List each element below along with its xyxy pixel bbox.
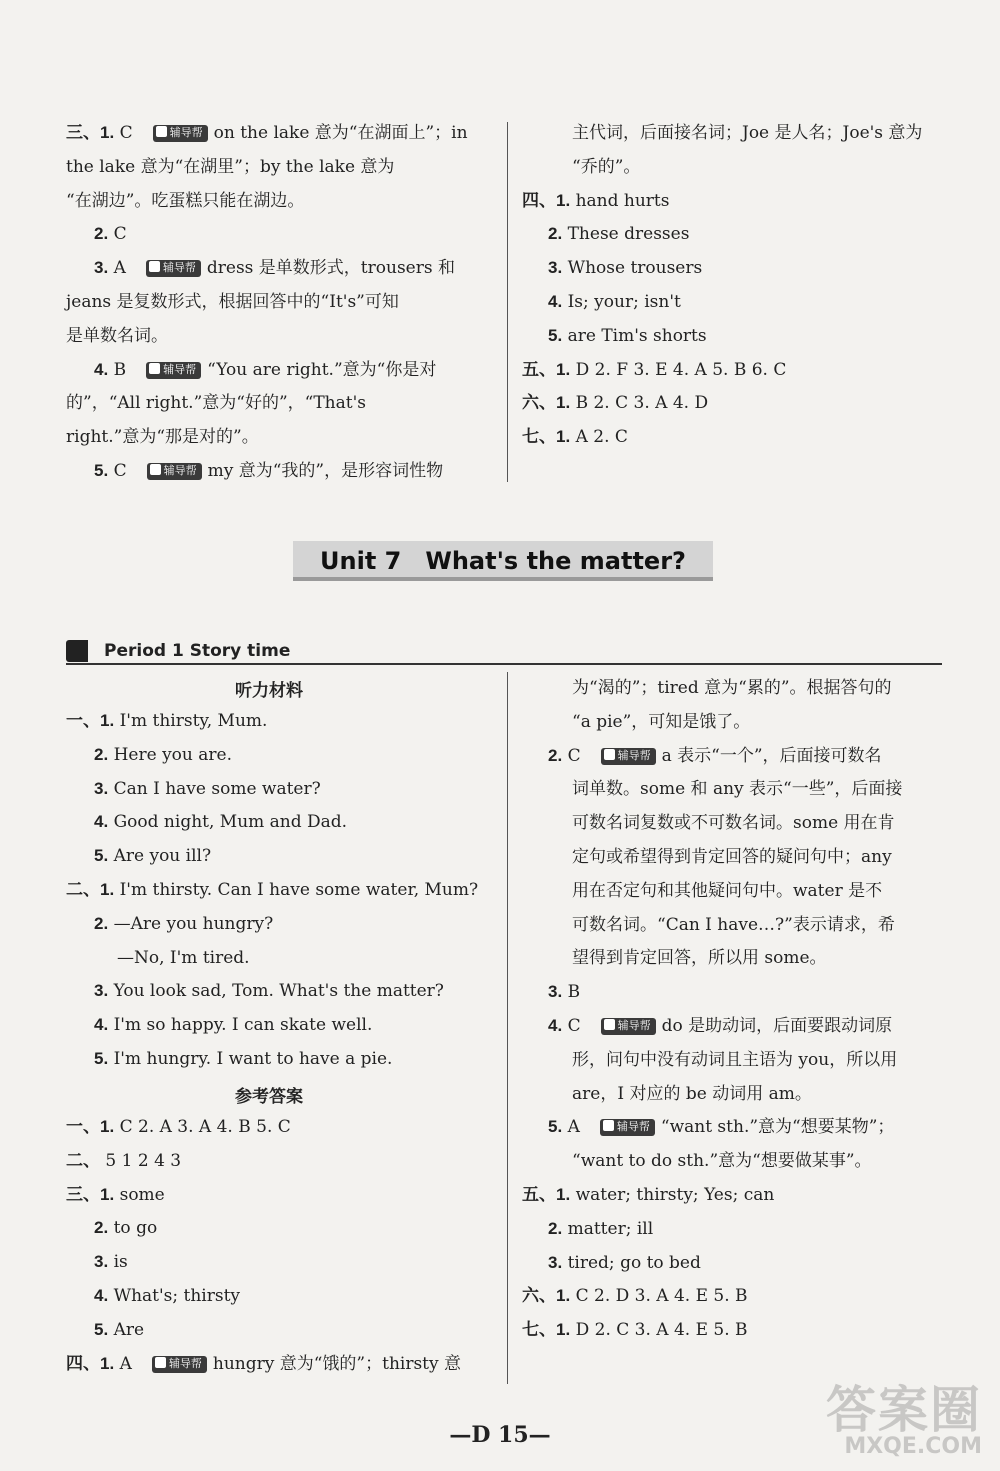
watermark xyxy=(826,1370,982,1459)
answer-text: “乔的”。 xyxy=(572,156,641,177)
answer-text: “a pie”，可知是饿了。 xyxy=(572,711,751,732)
item-number: 3. xyxy=(548,982,563,1002)
answer-line xyxy=(94,807,347,837)
book-icon xyxy=(604,749,615,760)
answer-line xyxy=(572,118,922,148)
book-icon xyxy=(149,363,160,374)
answer-line xyxy=(572,876,882,906)
badge-label: 辅导帮 xyxy=(617,1019,651,1032)
badge-label: 辅导帮 xyxy=(163,362,197,376)
item-number: 4. xyxy=(548,292,563,311)
answer-line xyxy=(66,1146,181,1176)
answer-text: What's; thirsty xyxy=(113,1286,241,1306)
answer-text: Can I have some water? xyxy=(113,778,321,799)
answer-text: B 2. C 3. A 4. D xyxy=(575,393,709,414)
item-number: 五、1. xyxy=(522,359,571,379)
answer-choice: C xyxy=(113,461,127,481)
badge-label: 辅导帮 xyxy=(617,748,651,762)
listening-heading: 听力材料 xyxy=(235,681,303,701)
answer-text: matter; ill xyxy=(567,1218,654,1239)
answer-text: jeans 是复数形式，根据回答中的“It's”可知 xyxy=(66,292,399,312)
answer-text: 为“渴的”；tired 意为“累的”。根据答句的 xyxy=(572,678,892,698)
answer-text: some xyxy=(119,1184,165,1205)
answer-line xyxy=(548,1112,894,1142)
answer-text: 形，问句中没有动词且主语为 you，所以用 xyxy=(572,1049,898,1070)
item-number: 5. xyxy=(548,1117,563,1137)
column-divider-bottom xyxy=(507,672,508,1384)
answer-line xyxy=(66,186,304,216)
answer-text: are Tim's shorts xyxy=(567,325,707,346)
answer-text: Are xyxy=(113,1319,145,1340)
answer-text: “在湖边”。吃蛋糕只能在湖边。 xyxy=(66,190,305,211)
answer-line xyxy=(572,774,902,804)
answer-text: 的”，“All right.”意为“好的”，“That's xyxy=(66,393,366,414)
answer-line xyxy=(548,741,882,771)
item-number: 5. xyxy=(94,461,109,480)
answer-text: C 2. A 3. A 4. B 5. C xyxy=(119,1117,291,1137)
answer-line xyxy=(572,707,750,737)
answer-line xyxy=(117,943,250,973)
answer-line xyxy=(548,219,689,249)
badge-label: 辅导帮 xyxy=(163,464,197,477)
answer-line xyxy=(94,1010,372,1040)
item-number: 2. xyxy=(548,745,563,765)
item-number: 三、1. xyxy=(66,1184,115,1204)
item-number: 五、1. xyxy=(522,1185,571,1204)
item-number: 4. xyxy=(94,812,109,832)
answer-text: Whose trousers xyxy=(567,258,703,279)
answer-line xyxy=(94,1315,144,1345)
answer-text: water; thirsty; Yes; can xyxy=(575,1185,775,1205)
answer-choice: C xyxy=(567,745,581,766)
period-marker xyxy=(66,640,88,662)
badge-label: 辅导帮 xyxy=(162,261,196,275)
answer-text: to go xyxy=(113,1218,158,1239)
answer-line xyxy=(548,977,580,1007)
answer-line xyxy=(572,910,895,940)
page-number: —D 15— xyxy=(449,1422,551,1448)
unit-name: What's the matter? xyxy=(425,547,686,575)
answer-line xyxy=(94,355,436,385)
item-number: 2. xyxy=(94,913,109,933)
item-number: 3. xyxy=(94,981,109,1001)
answer-line xyxy=(66,388,366,418)
answer-line xyxy=(572,842,892,872)
answer-line xyxy=(572,673,892,703)
answer-line xyxy=(94,909,273,939)
answer-line xyxy=(548,1011,892,1041)
answer-text: right.”意为“那是对的”。 xyxy=(66,427,259,448)
answer-choice: A xyxy=(567,1117,580,1138)
answer-line xyxy=(94,456,443,486)
answer-line xyxy=(66,152,394,182)
answer-line xyxy=(548,1214,653,1244)
answer-text: —No, I'm tired. xyxy=(117,947,250,968)
answer-line xyxy=(522,355,786,385)
answer-line xyxy=(66,1180,165,1210)
answer-text: are，I 对应的 be 动词用 am。 xyxy=(572,1083,812,1104)
answer-choice: C xyxy=(119,123,133,143)
unit-label: Unit 7 xyxy=(320,547,402,575)
item-number: 3. xyxy=(548,258,563,278)
answer-text: Are you ill? xyxy=(113,846,212,867)
item-number: 三、1. xyxy=(66,123,115,142)
tutor-help-badge xyxy=(153,125,208,142)
answer-line xyxy=(548,1248,701,1278)
book-icon xyxy=(156,126,167,137)
item-number: 5. xyxy=(94,846,109,866)
answer-choice: A xyxy=(119,1353,132,1374)
tutor-help-badge xyxy=(146,362,201,379)
answer-line xyxy=(522,388,708,418)
answer-text: 词单数。some 和 any 表示“一些”，后面接 xyxy=(572,779,903,800)
period-bar xyxy=(66,638,942,665)
item-number: 4. xyxy=(548,1016,563,1035)
item-number: 二、1. xyxy=(66,880,115,899)
answer-text: 可数名词。“Can I have…?”表示请求，希 xyxy=(572,914,895,935)
answer-text: I'm thirsty, Mum. xyxy=(119,711,268,731)
answer-text: You look sad, Tom. What's the matter? xyxy=(113,981,444,1002)
answer-choice: A xyxy=(113,258,126,279)
answer-text: hand hurts xyxy=(575,190,670,211)
answer-text: 定句或希望得到肯定回答的疑问句中；any xyxy=(572,847,892,867)
answer-line xyxy=(66,706,267,736)
item-number: 2. xyxy=(548,1218,563,1238)
answer-text: Is; your; isn't xyxy=(567,292,681,312)
item-number: 四、1. xyxy=(66,1353,115,1373)
tutor-help-badge xyxy=(601,1018,656,1035)
answer-line xyxy=(94,1247,128,1277)
answer-line xyxy=(94,774,321,804)
item-number: 2. xyxy=(94,1218,109,1238)
tutor-help-badge xyxy=(147,463,202,480)
answer-line xyxy=(66,1112,291,1142)
item-number: 5. xyxy=(94,1319,109,1339)
answer-text: on the lake 意为“在湖面上”；in xyxy=(213,123,468,143)
answer-line xyxy=(94,253,455,283)
item-number: 一、1. xyxy=(66,1117,115,1136)
answer-line xyxy=(572,1045,897,1075)
answer-text: A 2. C xyxy=(575,427,628,448)
answer-text: is xyxy=(113,1252,128,1273)
answer-line xyxy=(94,219,127,249)
item-number: 2. xyxy=(94,224,109,244)
item-number: 六、1. xyxy=(522,393,571,413)
answer-line xyxy=(66,1349,461,1379)
item-number: 4. xyxy=(94,359,109,379)
answer-line xyxy=(572,1079,812,1109)
book-icon xyxy=(149,261,160,272)
answer-text: dress 是单数形式，trousers 和 xyxy=(206,258,455,279)
item-number: 3. xyxy=(548,1252,563,1272)
answer-text: I'm so happy. I can skate well. xyxy=(113,1015,373,1036)
tutor-help-badge xyxy=(600,1119,655,1136)
answer-line xyxy=(66,287,399,317)
item-number: 二、 xyxy=(66,1150,100,1170)
item-number: 一、1. xyxy=(66,711,115,730)
column-divider-top xyxy=(507,122,508,482)
answer-text: my 意为“我的”，是形容词性物 xyxy=(207,461,444,481)
answer-line xyxy=(572,808,895,838)
item-number: 5. xyxy=(548,325,563,345)
item-number: 3. xyxy=(94,778,109,798)
answer-text: tired; go to bed xyxy=(567,1252,701,1273)
answer-text: D 2. F 3. E 4. A 5. B 6. C xyxy=(575,359,787,380)
answer-text: 主代词，后面接名词；Joe 是人名；Joe's 意为 xyxy=(572,123,923,143)
answer-line xyxy=(66,422,259,452)
answers-heading: 参考答案 xyxy=(235,1087,303,1107)
answer-line xyxy=(94,740,232,770)
answer-text: I'm hungry. I want to have a pie. xyxy=(113,1049,393,1069)
answer-text: C 2. D 3. A 4. E 5. B xyxy=(575,1286,748,1307)
unit-title xyxy=(293,541,713,581)
answer-choice: B xyxy=(113,359,127,380)
answer-text: D 2. C 3. A 4. E 5. B xyxy=(575,1320,748,1341)
answer-text: Here you are. xyxy=(113,744,232,765)
answer-text: 可数名词复数或不可数名词。some 用在肯 xyxy=(572,813,895,834)
answer-text: —Are you hungry? xyxy=(113,913,274,934)
period-title: Period 1 Story time xyxy=(104,641,291,661)
item-number: 六、1. xyxy=(522,1286,571,1306)
answer-line xyxy=(522,422,628,452)
answer-line xyxy=(522,1180,774,1210)
item-number: 2. xyxy=(94,744,109,764)
answer-text: These dresses xyxy=(567,224,690,245)
item-number: 七、1. xyxy=(522,1320,571,1340)
unit-banner xyxy=(293,541,713,581)
tutor-help-badge xyxy=(146,260,201,277)
answer-line xyxy=(572,943,827,973)
answer-choice: B xyxy=(567,982,581,1003)
watermark-logo: 答案圈 xyxy=(826,1381,982,1439)
answer-line xyxy=(66,321,168,351)
badge-label: 辅导帮 xyxy=(616,1120,650,1134)
answer-line xyxy=(94,1044,392,1074)
answer-line xyxy=(94,1281,240,1311)
answer-line xyxy=(522,1281,748,1311)
answer-line xyxy=(572,152,640,182)
answer-choice: C xyxy=(567,1016,581,1036)
answer-line xyxy=(66,875,478,905)
answer-line xyxy=(548,321,707,351)
answer-line xyxy=(66,118,468,148)
answer-line xyxy=(572,1146,872,1176)
book-icon xyxy=(150,464,161,475)
answer-choice: C xyxy=(113,224,127,245)
book-icon xyxy=(603,1120,614,1131)
answer-line xyxy=(94,1213,157,1243)
answer-text: “want sth.”意为“想要某物”； xyxy=(660,1117,895,1138)
watermark-url: MXQE.COM xyxy=(844,1434,982,1459)
answer-line xyxy=(548,253,702,283)
answer-text: hungry 意为“饿的”；thirsty 意 xyxy=(212,1353,462,1374)
item-number: 3. xyxy=(94,1252,109,1272)
tutor-help-badge xyxy=(601,748,656,765)
answer-text: a 表示“一个”，后面接可数名 xyxy=(661,745,882,766)
item-number: 四、1. xyxy=(522,190,571,210)
item-number: 七、1. xyxy=(522,427,571,447)
answer-text: 望得到肯定回答，所以用 some。 xyxy=(572,948,827,969)
answer-text: the lake 意为“在湖里”；by the lake 意为 xyxy=(66,156,395,177)
item-number: 4. xyxy=(94,1286,109,1305)
answer-text: 用在否定句和其他疑问句中。water 是不 xyxy=(572,880,883,901)
book-icon xyxy=(155,1357,166,1368)
answer-text: “You are right.”意为“你是对 xyxy=(207,359,437,380)
answer-line xyxy=(94,976,444,1006)
item-number: 4. xyxy=(94,1015,109,1035)
answer-line xyxy=(94,841,211,871)
answer-text: I'm thirsty. Can I have some water, Mum? xyxy=(119,880,479,900)
answer-text: do 是助动词，后面要跟动词原 xyxy=(661,1016,893,1036)
answer-line xyxy=(522,1315,748,1345)
badge-label: 辅导帮 xyxy=(168,1356,202,1370)
item-number: 5. xyxy=(94,1049,109,1068)
badge-label: 辅导帮 xyxy=(169,126,203,139)
book-icon xyxy=(604,1019,615,1030)
tutor-help-badge xyxy=(152,1356,207,1373)
answer-line xyxy=(548,287,681,317)
answer-text: 是单数名词。 xyxy=(66,325,168,346)
item-number: 2. xyxy=(548,224,563,244)
answer-line xyxy=(522,186,670,216)
answer-text: Good night, Mum and Dad. xyxy=(113,812,348,833)
answer-text: “want to do sth.”意为“想要做某事”。 xyxy=(572,1151,872,1172)
answer-text: 5 1 2 4 3 xyxy=(105,1150,182,1171)
item-number: 3. xyxy=(94,258,109,278)
